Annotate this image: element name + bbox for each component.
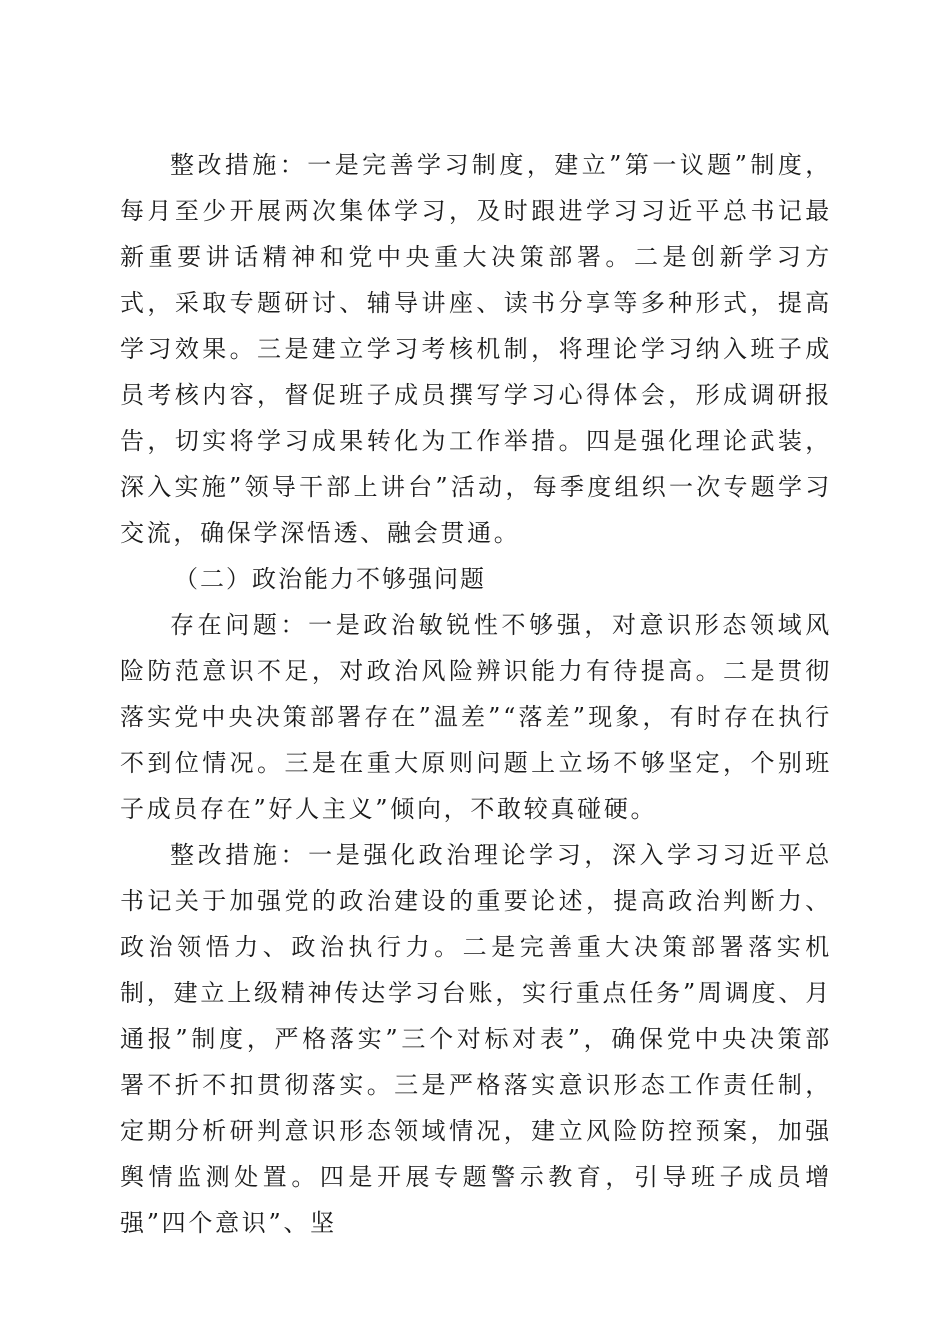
section-heading-political-ability: （二）政治能力不够强问题 [174, 565, 486, 593]
paragraph-rectification-study: 整改措施：一是完善学习制度，建立”第一议题”制度，每月至少开展两次集体学习，及时跟进学习习近平总书记最新重要讲话精神和党中央重大决策部署。二是创新学习方式，采取专题研讨、辅导讲座、读书分享等多种形式，提高学习效果。三是建立学习考核机制，将理论学习纳入班子成员考核内容，督促班子成员撰写学习心得体会，形成调研报告，切实将学习成果转化为工作举措。四是强化理论武装，深入实施”领导干部上讲台”活动，每季度组织一次专题学习交流，确保学深悟透、融会贯通。 [120, 151, 832, 547]
paragraph-existing-problems: 存在问题：一是政治敏锐性不够强，对意识形态领域风险防范意识不足，对政治风险辨识能力有待提高。二是贯彻落实党中央决策部署存在”温差”“落差”现象，有时存在执行不到位情况。三是在重大原则问题上立场不够坚定，个别班子成员存在”好人主义”倾向，不敢较真碰硬。 [120, 611, 832, 823]
document-body [120, 142, 832, 1246]
paragraph-rectification-political: 整改措施：一是强化政治理论学习，深入学习习近平总书记关于加强党的政治建设的重要论述，提高政治判断力、政治领悟力、政治执行力。二是完善重大决策部署落实机制，建立上级精神传达学习台账，实行重点任务”周调度、月通报”制度，严格落实”三个对标对表”，确保党中央决策部署不折不扣贯彻落实。三是严格落实意识形态工作责任制，定期分析研判意识形态领域情况，建立风险防控预案，加强舆情监测处置。四是开展专题警示教育，引导班子成员增强”四个意识”、坚 [120, 841, 832, 1237]
